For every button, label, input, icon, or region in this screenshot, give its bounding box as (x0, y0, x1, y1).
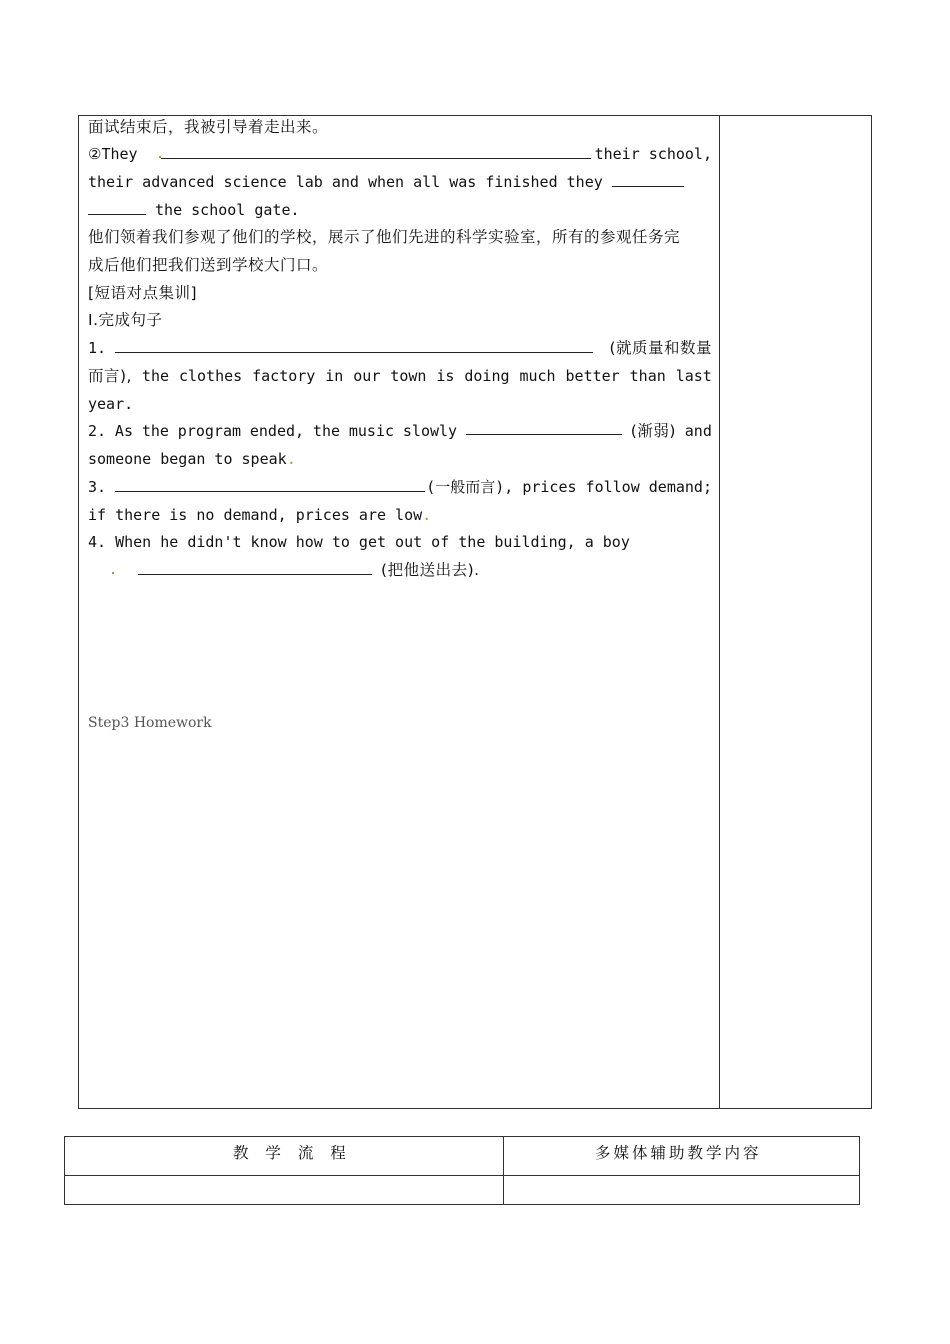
q2-word: the (312, 422, 341, 440)
q2-word: ended, (249, 422, 305, 440)
exercise-2-blank-3[interactable] (88, 200, 146, 215)
question-2-line-2: someone began to speak. (88, 450, 296, 468)
translation-line-1: 他们领着我们参观了他们的学校，展示了他们先进的科学实验室，所有的参观任务完 (88, 228, 681, 246)
question-1-line-2 (88, 365, 712, 387)
exercise-2-part-2: their advanced science lab and when all was finished they (88, 173, 603, 191)
q1-word: is (436, 367, 455, 385)
question-2-blank[interactable] (466, 420, 622, 435)
q1-word: much (519, 367, 556, 385)
question-3-continuation: if there is no demand, prices are low (88, 506, 423, 524)
question-2-continuation: someone began to speak (88, 450, 287, 468)
exercise-2-part-1: their school, (594, 145, 712, 163)
question-1-line-1 (88, 337, 712, 359)
lesson-content-box (78, 115, 872, 1109)
question-4-blank[interactable] (138, 560, 372, 575)
q1-word: doing (464, 367, 510, 385)
exercise-2-prefix: ②They (88, 145, 138, 163)
question-3-line-1 (88, 476, 712, 498)
table-header-multimedia: 多媒体辅助教学内容 (595, 1144, 762, 1162)
q2-word: music (348, 422, 395, 440)
exercise-2-line-2 (88, 171, 684, 193)
table-header-teaching-flow: 教 学 流 程 (233, 1144, 352, 1162)
q1-word: last (675, 367, 712, 385)
question-1-line-3: year. (88, 395, 134, 413)
question-3-number: 3. (88, 478, 107, 496)
q2-word: program (177, 422, 242, 440)
question-2-line-1 (88, 420, 712, 442)
q1-word: factory (252, 367, 316, 385)
question-1-number: 1. (88, 339, 107, 357)
homework-heading: Step3 Homework (88, 715, 212, 731)
exercise-2-blank-2[interactable] (612, 172, 684, 187)
translation-line-2: 成后他们把我们送到学校大门口。 (88, 256, 329, 274)
q2-word: the (141, 422, 169, 440)
q2-word: 2. (88, 422, 107, 440)
table-cell-teaching-flow[interactable] (65, 1176, 503, 1205)
q2-end-word: and (684, 422, 712, 440)
question-2-hint: (渐弱) (630, 422, 676, 440)
table-cell-multimedia[interactable] (504, 1176, 860, 1205)
q1-word: clothes (178, 367, 243, 385)
exercise-2-line-1 (88, 143, 712, 165)
intro-sentence-cn: 面试结束后，我被引导着走出来。 (88, 118, 329, 136)
q1-word: our (353, 367, 381, 385)
question-4-line-2 (88, 559, 480, 581)
exercise-2-line-3 (88, 199, 300, 221)
q2-word: As (114, 422, 133, 440)
question-3-blank[interactable] (115, 477, 425, 492)
question-4-hint: (把他送出去). (381, 561, 480, 579)
question-1-hint: (就质量和数量 (609, 339, 712, 357)
section-title: [短语对点集训] (88, 284, 198, 302)
sub-title: Ⅰ.完成句子 (88, 311, 163, 329)
q1-word: better (565, 367, 620, 385)
column-divider (719, 116, 720, 1108)
q1-word: in (325, 367, 344, 385)
question-4-line-1: 4. When he didn't know how to get out of the building, a boy (88, 533, 630, 551)
q1-word: town (390, 367, 427, 385)
exercise-2-part-3: the school gate. (155, 201, 300, 219)
teaching-flow-table (64, 1136, 860, 1205)
q1-word: than (629, 367, 666, 385)
q1-word: 而言), (88, 367, 132, 385)
q2-word: slowly (402, 422, 458, 440)
exercise-2-blank-1[interactable] (161, 144, 591, 159)
question-1-blank[interactable] (115, 338, 593, 353)
question-3-rest: (一般而言), prices follow demand; (426, 478, 712, 496)
question-3-line-2: if there is no demand, prices are low. (88, 506, 432, 524)
q1-word: the (141, 367, 170, 385)
marker-dot (112, 572, 114, 574)
